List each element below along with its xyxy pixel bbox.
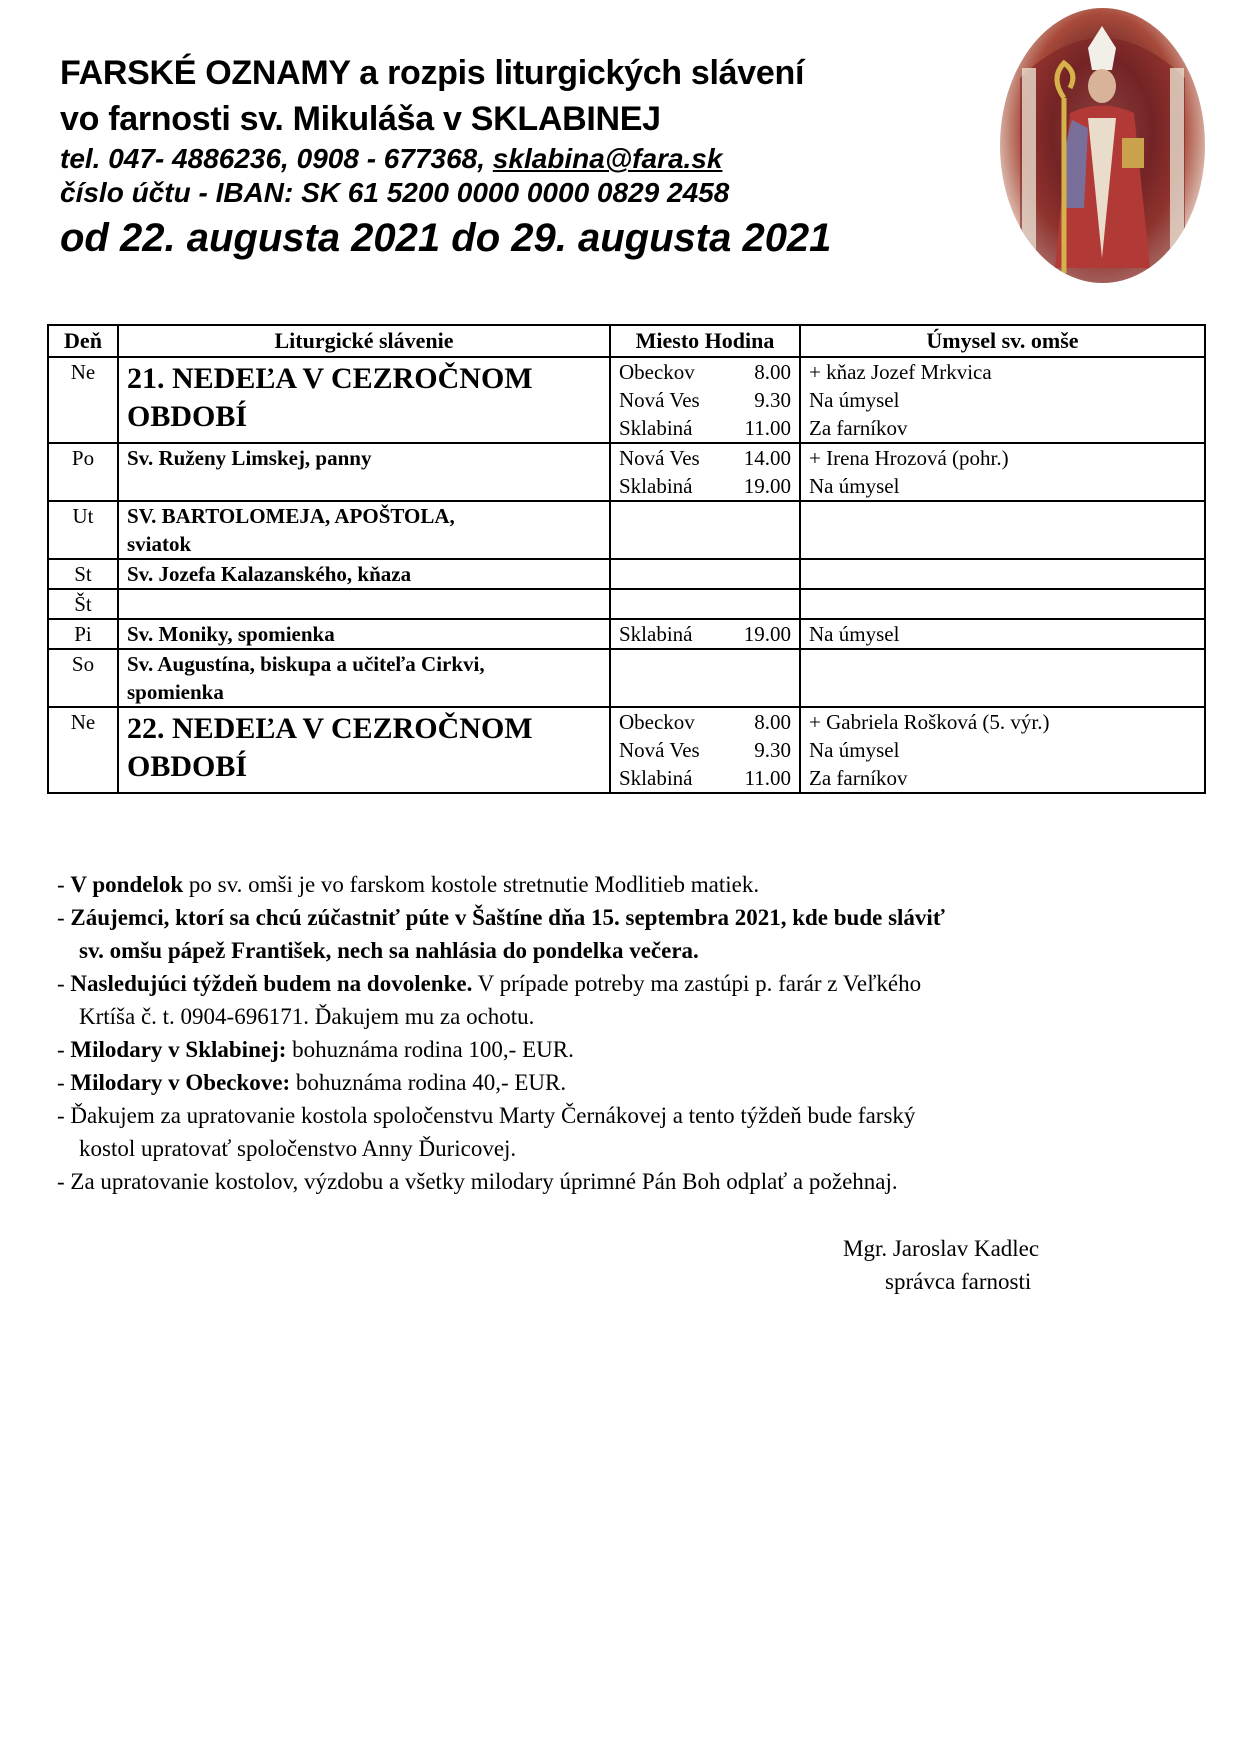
- header-day: Deň: [48, 325, 118, 357]
- announcement-item: - Záujemci, ktorí sa chcú zúčastniť púte v Šaštíne dňa 15. septembra 2021, kde bude sláviť sv. omšu pápež František, nech sa nahlásia do pondelka večera.: [57, 905, 945, 963]
- mass-place: Sklabiná: [619, 416, 693, 440]
- announcement-text: Krtíša č. t. 0904-696171. Ďakujem mu za ochotu.: [79, 1004, 535, 1029]
- day-cell: Ne: [48, 357, 118, 443]
- announcement-bold: Nasledujúci týždeň budem na dovolenke.: [70, 971, 473, 996]
- phone-numbers: tel. 047- 4886236, 0908 - 677368,: [60, 143, 493, 174]
- contact-line: [60, 142, 980, 176]
- header-intention: Úmysel sv. omše: [800, 325, 1205, 357]
- announcement-text: bohuznáma rodina 100,- EUR.: [286, 1037, 574, 1062]
- celebration-line: sviatok: [127, 532, 192, 556]
- day-cell: Št: [48, 589, 118, 619]
- day-cell: Ut: [48, 501, 118, 559]
- email-link[interactable]: sklabina@fara.sk: [492, 143, 723, 174]
- place-time-cell: [610, 707, 800, 793]
- announcement-text: bohuznáma rodina 40,- EUR.: [290, 1070, 567, 1095]
- document-header: [60, 50, 980, 264]
- celebration-cell: Sv. Moniky, spomienka: [118, 619, 610, 649]
- mass-place: Nová Ves: [619, 738, 700, 762]
- saint-nicholas-photo: [1000, 8, 1205, 283]
- announcement-text: kostol upratovať spoločenstvo Anny Ďuricovej.: [79, 1136, 517, 1161]
- intention-cell: [800, 443, 1205, 501]
- mass-place: Sklabiná: [619, 766, 693, 790]
- day-cell: St: [48, 559, 118, 589]
- place-time-cell: [610, 649, 800, 707]
- announcement-text: Ďakujem za upratovanie kostola spoločenstvu Marty Černákovej a tento týždeň bude farský: [70, 1103, 916, 1128]
- announcement-text: Za upratovanie kostolov, výzdobu a všetky milodary úprimné Pán Boh odplať a požehnaj.: [70, 1169, 898, 1194]
- header-celebration: Liturgické slávenie: [118, 325, 610, 357]
- saint-figure-icon: [1000, 8, 1205, 283]
- day-cell: Ne: [48, 707, 118, 793]
- mass-time: 8.00: [754, 360, 791, 384]
- mass-time: 8.00: [754, 710, 791, 734]
- mass-intention: Na úmysel: [809, 622, 900, 646]
- date-range: od 22. augusta 2021 do 29. augusta 2021: [60, 216, 832, 260]
- celebration-line: spomienka: [127, 680, 224, 704]
- mass-time: 9.30: [754, 738, 791, 762]
- table-row: [48, 707, 1205, 793]
- mass-time: 11.00: [744, 416, 791, 440]
- celebration-cell: Sv. Ruženy Limskej, panny: [118, 443, 610, 501]
- announcement-text: po sv. omši je vo farskom kostole stretnutie Modlitieb matiek.: [183, 872, 760, 897]
- mass-time: 19.00: [743, 474, 791, 498]
- announcement-item: - Za upratovanie kostolov, výzdobu a všetky milodary úprimné Pán Boh odplať a požehnaj.: [57, 1169, 898, 1194]
- mass-place: Sklabiná: [619, 474, 693, 498]
- day-cell: Po: [48, 443, 118, 501]
- mass-intention: Na úmysel: [809, 388, 900, 412]
- announcement-item: - Milodary v Sklabinej: bohuznáma rodina 100,- EUR.: [57, 1037, 574, 1062]
- intention-cell: [800, 619, 1205, 649]
- place-time-cell: [610, 501, 800, 559]
- intention-cell: [800, 707, 1205, 793]
- announcement-item: - Milodary v Obeckove: bohuznáma rodina 40,- EUR.: [57, 1070, 567, 1095]
- intention-cell: [800, 649, 1205, 707]
- mass-time: 14.00: [743, 446, 791, 470]
- place-time-cell: [610, 443, 800, 501]
- place-time-cell: [610, 619, 800, 649]
- celebration-cell: Sv. Jozefa Kalazanského, kňaza: [118, 559, 610, 589]
- signature-role: správca farnosti: [885, 1269, 1032, 1294]
- announcement-bold: Milodary v Obeckove:: [70, 1070, 291, 1095]
- mass-intention: + Gabriela Rošková (5. výr.): [809, 710, 1050, 734]
- intention-cell: [800, 501, 1205, 559]
- mass-intention: Za farníkov: [809, 416, 908, 440]
- table-row: [48, 443, 1205, 501]
- announcement-bold: V pondelok: [70, 872, 184, 897]
- mass-place: Nová Ves: [619, 446, 700, 470]
- mass-place: Obeckov: [619, 360, 695, 384]
- mass-intention: Na úmysel: [809, 474, 900, 498]
- celebration-line: SV. BARTOLOMEJA, APOŠTOLA,: [127, 504, 455, 528]
- document-title-line2: vo farnosti sv. Mikuláša v SKLABINEJ: [60, 100, 661, 138]
- mass-intention: Na úmysel: [809, 738, 900, 762]
- celebration-cell: 22. NEDEĽA V CEZROČNOM OBDOBÍ: [118, 707, 610, 793]
- intention-cell: [800, 559, 1205, 589]
- day-cell: Pi: [48, 619, 118, 649]
- announcements: [57, 868, 1197, 1198]
- table-row: [48, 559, 1205, 589]
- mass-time: 19.00: [743, 622, 791, 646]
- announcement-text: V prípade potreby ma zastúpi p. farár z Veľkého: [472, 971, 922, 996]
- day-cell: So: [48, 649, 118, 707]
- announcement-item: - Nasledujúci týždeň budem na dovolenke. V prípade potreby ma zastúpi p. farár z Veľkého Krtíša č. t. 0904-696171. Ďakujem mu za ochotu.: [57, 971, 922, 1029]
- celebration-line: Sv. Augustína, biskupa a učiteľa Cirkvi,: [127, 652, 485, 676]
- place-time-cell: [610, 559, 800, 589]
- table-row: [48, 649, 1205, 707]
- announcement-item: - V pondelok po sv. omši je vo farskom kostole stretnutie Modlitieb matiek.: [57, 872, 760, 897]
- table-row: [48, 501, 1205, 559]
- signature-name: Mgr. Jaroslav Kadlec: [843, 1236, 1040, 1261]
- celebration-cell: [118, 501, 610, 559]
- bank-account: číslo účtu - IBAN: SK 61 5200 0000 0000 0829 2458: [60, 177, 730, 208]
- announcement-bold: Milodary v Sklabinej:: [70, 1037, 287, 1062]
- table-row: [48, 357, 1205, 443]
- mass-time: 11.00: [744, 766, 791, 790]
- place-time-cell: [610, 357, 800, 443]
- celebration-cell: [118, 649, 610, 707]
- mass-time: 9.30: [754, 388, 791, 412]
- intention-cell: [800, 589, 1205, 619]
- table-row: [48, 619, 1205, 649]
- mass-intention: + Irena Hrozová (pohr.): [809, 446, 1009, 470]
- announcement-item: - Ďakujem za upratovanie kostola spoločenstvu Marty Černákovej a tento týždeň bude farský kostol upratovať spoločenstvo Anny Ďuricovej.: [57, 1103, 916, 1161]
- place-time-cell: [610, 589, 800, 619]
- header-place-time: Miesto Hodina: [610, 325, 800, 357]
- mass-intention: + kňaz Jozef Mrkvica: [809, 360, 992, 384]
- announcement-bold: Záujemci, ktorí sa chcú zúčastniť púte v Šaštíne dňa 15. septembra 2021, kde bude sláviť: [70, 905, 945, 930]
- celebration-cell: 21. NEDEĽA V CEZROČNOM OBDOBÍ: [118, 357, 610, 443]
- mass-place: Sklabiná: [619, 622, 693, 646]
- table-row: [48, 589, 1205, 619]
- mass-schedule-table: [47, 324, 1206, 794]
- mass-place: Obeckov: [619, 710, 695, 734]
- announcement-bold: sv. omšu pápež František, nech sa nahlásia do pondelka večera.: [79, 938, 699, 963]
- signature: [843, 1232, 1039, 1298]
- intention-cell: [800, 357, 1205, 443]
- mass-place: Nová Ves: [619, 388, 700, 412]
- mass-intention: Za farníkov: [809, 766, 908, 790]
- table-header-row: [48, 325, 1205, 357]
- document-title-line1: FARSKÉ OZNAMY a rozpis liturgických slávení: [60, 54, 805, 92]
- celebration-cell: [118, 589, 610, 619]
